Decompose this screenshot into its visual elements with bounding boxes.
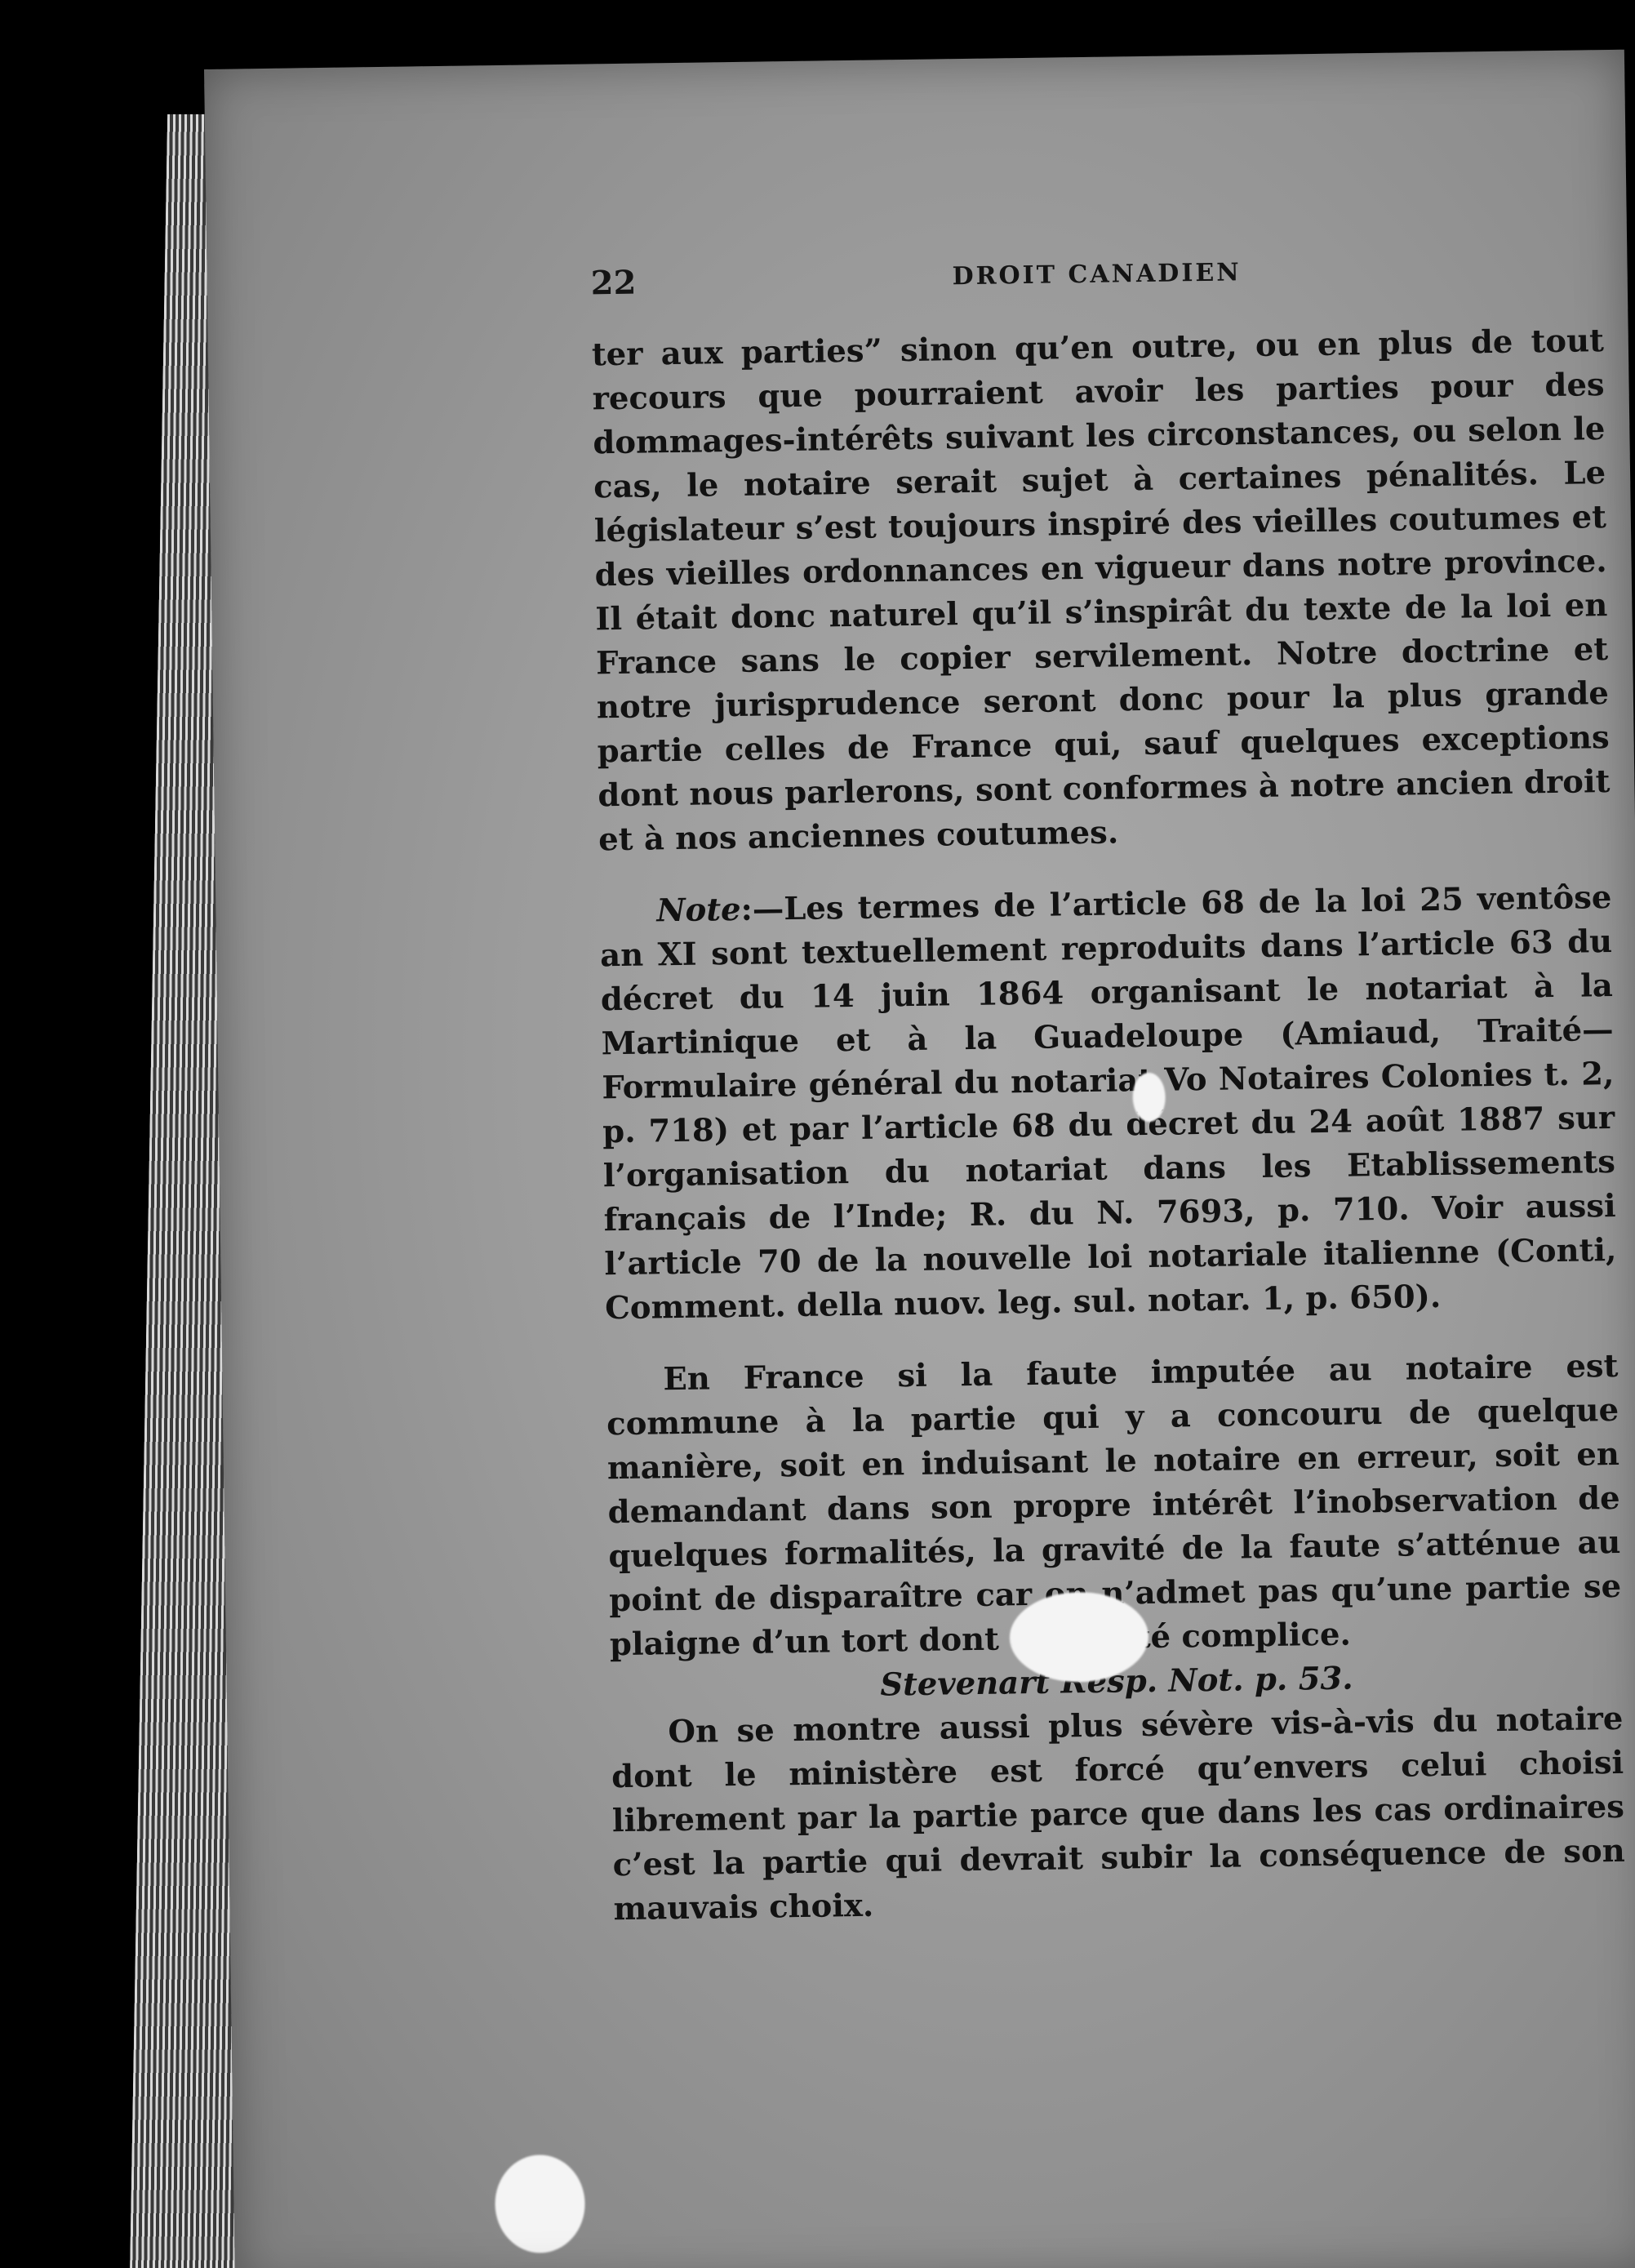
citation: Stevenart Resp. Not. p. 53. [879,1660,1353,1704]
paper-stain [495,2155,586,2254]
running-title: DROIT CANADIEN [952,258,1242,291]
paper-stain [1132,1073,1166,1123]
note-paragraph [599,876,1617,1331]
book-page [204,50,1635,2268]
paragraph-last: On se montre aussi plus sévère vis-à-vis du notaire dont le ministère est forcé qu’envers celui choisi librement par la partie parce que dans les cas ordinaires c’est la partie qui devrait subir la conséquence de son mauvais choix. [611,1700,1625,1928]
page-header [590,250,1603,313]
page-number: 22 [590,263,637,303]
page-body [592,319,1626,1932]
paragraph-france: En France si la faute imputée au notaire est commune à la partie qui y a concouru de quelque manière, soit en induisant le notaire en erreur, soit en demandant dans son propre intérêt l’inobservation de quelques formalités, la gravité de la faute s’atténue au point de disparaître car on n’admet pas qu’une partie se plaigne d’un tort dont elle a été complice. [606,1347,1622,1664]
paragraph-continuation: ter aux parties” sinon qu’en outre, ou en plus de tout recours que pourraient avoir les parties pour des dommages-intérêts suivant les circonstances, ou selon le cas, le notaire serait sujet à certaines pénalités. Le législateur s’est toujours inspiré des vieilles coutumes et des vieilles ordonnances en vigueur dans notre province. Il était donc naturel qu’il s’inspirât du texte de la loi en France sans le copier servilement. Notre doctrine et notre jurisprudence seront donc pour la plus grande partie celles de France qui, sauf quelques exceptions dont nous parlerons, sont conformes à notre ancien droit et à nos anciennes coutumes. [591,322,1611,859]
note-label: Note [656,891,741,930]
note-text: :—Les termes de l’article 68 de la loi 25 ventôse an XI sont textuellement reproduits dans l’article 63 du décret du 14 juin 1864 organisant le notariat à la Martinique et à la Guadeloupe (Amiaud, Traité—Formulaire général du notariat Vo Notaires Colonies t. 2, p. 718) et par l’article 68 du décret du 24 août 1887 sur l’organisation du notariat dans les Etablissements français de l’Inde; R. du N. 7693, p. 710. Voir aussi l’article 70 de la nouvelle loi notariale italienne (Conti, Comment. della nuov. leg. sul. notar. 1, p. 650). [599,879,1617,1327]
paper-stain [1009,1591,1149,1683]
